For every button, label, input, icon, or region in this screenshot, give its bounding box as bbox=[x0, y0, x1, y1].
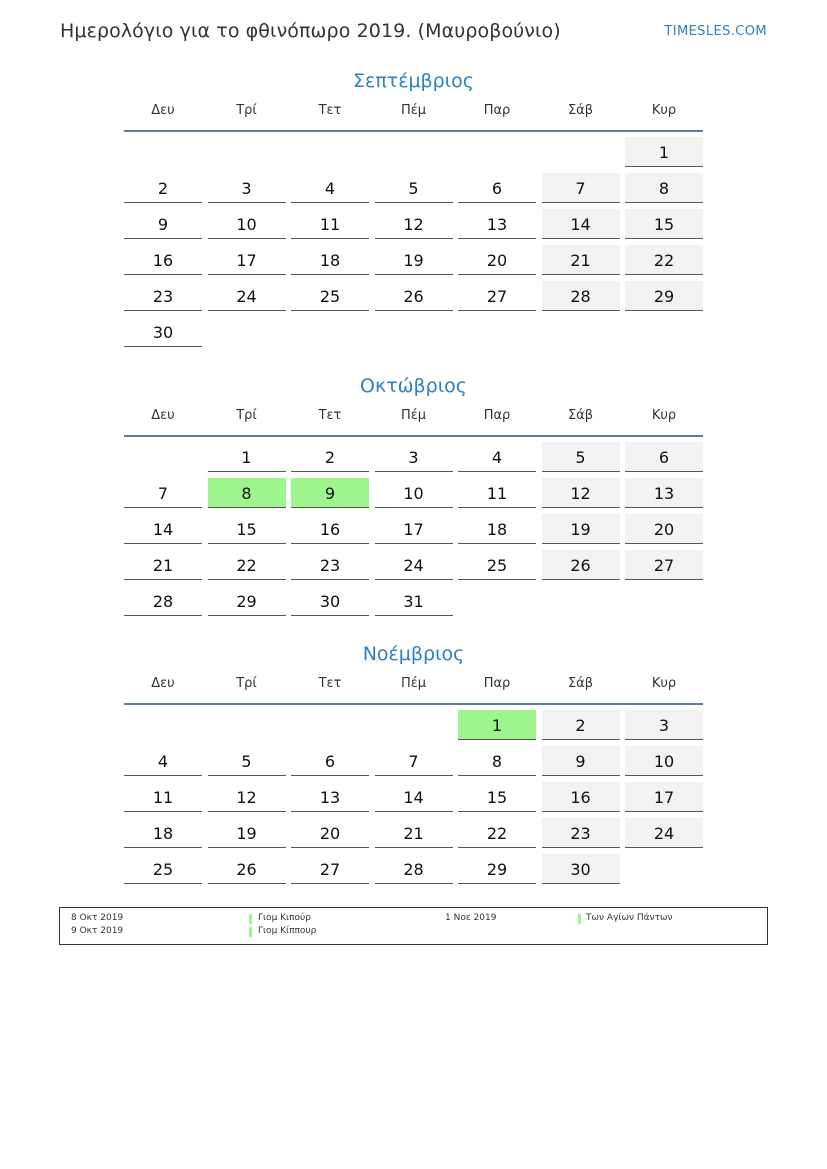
day-cell: 18 bbox=[124, 818, 202, 848]
day-cell: 29 bbox=[458, 854, 536, 884]
empty-day-cell bbox=[291, 317, 369, 347]
day-cell: 5 bbox=[375, 173, 453, 203]
weekday-label: Κυρ bbox=[651, 676, 677, 691]
weekday-label: Τρί bbox=[236, 676, 257, 691]
day-cell: 25 bbox=[291, 281, 369, 311]
day-cell: 14 bbox=[124, 514, 202, 544]
weekend-day-cell: 28 bbox=[542, 281, 620, 311]
weekend-day-cell: 10 bbox=[625, 746, 703, 776]
weekend-day-cell: 20 bbox=[625, 514, 703, 544]
weekend-day-cell: 21 bbox=[542, 245, 620, 275]
weekday-label: Κυρ bbox=[651, 408, 677, 423]
weekday-label: Δευ bbox=[151, 408, 175, 423]
day-cell: 31 bbox=[375, 586, 453, 616]
legend-date: 9 Οκτ 2019 bbox=[71, 926, 124, 936]
day-cell: 11 bbox=[291, 209, 369, 239]
day-cell: 19 bbox=[208, 818, 286, 848]
month-calendar bbox=[124, 373, 703, 622]
empty-day-cell bbox=[542, 317, 620, 347]
legend-row bbox=[60, 913, 767, 926]
day-cell: 17 bbox=[208, 245, 286, 275]
day-cell: 3 bbox=[208, 173, 286, 203]
day-cell: 15 bbox=[208, 514, 286, 544]
weekday-label: Πέμ bbox=[400, 408, 427, 423]
holiday-legend bbox=[59, 907, 768, 945]
day-cell: 17 bbox=[375, 514, 453, 544]
legend-date: 8 Οκτ 2019 bbox=[71, 913, 124, 923]
weekend-day-cell: 9 bbox=[542, 746, 620, 776]
weekend-day-cell: 26 bbox=[542, 550, 620, 580]
weekend-day-cell: 19 bbox=[542, 514, 620, 544]
day-cell: 10 bbox=[375, 478, 453, 508]
day-cell: 28 bbox=[124, 586, 202, 616]
weekday-label: Σάβ bbox=[567, 676, 594, 691]
day-cell: 18 bbox=[291, 245, 369, 275]
weekday-label: Τετ bbox=[318, 408, 342, 423]
site-logo[interactable]: TIMESLES.COM bbox=[664, 24, 767, 39]
weekend-day-cell: 27 bbox=[625, 550, 703, 580]
month-title: Οκτώβριος bbox=[360, 375, 467, 397]
day-cell: 9 bbox=[124, 209, 202, 239]
empty-day-cell bbox=[625, 854, 703, 884]
empty-day-cell bbox=[291, 710, 369, 740]
empty-day-cell bbox=[208, 710, 286, 740]
day-cell: 14 bbox=[375, 782, 453, 812]
day-cell: 23 bbox=[124, 281, 202, 311]
day-cell: 23 bbox=[291, 550, 369, 580]
day-cell: 28 bbox=[375, 854, 453, 884]
day-cell: 25 bbox=[458, 550, 536, 580]
weekend-day-cell: 22 bbox=[625, 245, 703, 275]
weekday-label: Κυρ bbox=[651, 103, 677, 118]
week-row bbox=[124, 586, 703, 622]
legend-holiday-name: Γιομ Κίππουρ bbox=[258, 926, 317, 936]
week-row bbox=[124, 137, 703, 173]
weekday-label: Τρί bbox=[236, 103, 257, 118]
empty-day-cell bbox=[542, 586, 620, 616]
holiday-day-cell: 9 bbox=[291, 478, 369, 508]
weekday-label: Τρί bbox=[236, 408, 257, 423]
day-cell: 18 bbox=[458, 514, 536, 544]
week-row bbox=[124, 818, 703, 854]
day-cell: 11 bbox=[124, 782, 202, 812]
weekend-day-cell: 12 bbox=[542, 478, 620, 508]
weekend-day-cell: 2 bbox=[542, 710, 620, 740]
day-cell: 30 bbox=[124, 317, 202, 347]
day-cell: 27 bbox=[291, 854, 369, 884]
empty-day-cell bbox=[458, 137, 536, 167]
weekday-header bbox=[124, 405, 703, 437]
legend-row bbox=[60, 926, 767, 939]
day-cell: 15 bbox=[458, 782, 536, 812]
weekend-day-cell: 3 bbox=[625, 710, 703, 740]
weekend-day-cell: 17 bbox=[625, 782, 703, 812]
weekend-day-cell: 14 bbox=[542, 209, 620, 239]
empty-day-cell bbox=[124, 442, 202, 472]
weekend-day-cell: 13 bbox=[625, 478, 703, 508]
empty-day-cell bbox=[124, 710, 202, 740]
day-cell: 16 bbox=[291, 514, 369, 544]
day-cell: 11 bbox=[458, 478, 536, 508]
week-row bbox=[124, 782, 703, 818]
day-cell: 25 bbox=[124, 854, 202, 884]
day-cell: 21 bbox=[375, 818, 453, 848]
legend-date: 1 Νοε 2019 bbox=[445, 913, 497, 923]
day-cell: 7 bbox=[375, 746, 453, 776]
empty-day-cell bbox=[625, 317, 703, 347]
day-cell: 4 bbox=[291, 173, 369, 203]
day-cell: 2 bbox=[124, 173, 202, 203]
weekend-day-cell: 8 bbox=[625, 173, 703, 203]
page-title: Ημερολόγιο για το φθινόπωρο 2019. (Μαυροβούνιο) bbox=[60, 20, 561, 42]
day-cell: 24 bbox=[375, 550, 453, 580]
weekday-label: Παρ bbox=[483, 408, 511, 423]
week-row bbox=[124, 478, 703, 514]
weekday-label: Παρ bbox=[483, 103, 511, 118]
holiday-day-cell: 8 bbox=[208, 478, 286, 508]
day-cell: 29 bbox=[208, 586, 286, 616]
day-cell: 24 bbox=[208, 281, 286, 311]
weekend-day-cell: 16 bbox=[542, 782, 620, 812]
day-cell: 26 bbox=[375, 281, 453, 311]
week-row bbox=[124, 209, 703, 245]
day-cell: 21 bbox=[124, 550, 202, 580]
week-row bbox=[124, 317, 703, 353]
day-cell: 12 bbox=[208, 782, 286, 812]
day-cell: 12 bbox=[375, 209, 453, 239]
week-rows bbox=[124, 437, 703, 622]
empty-day-cell bbox=[625, 586, 703, 616]
holiday-color-marker bbox=[249, 914, 252, 924]
empty-day-cell bbox=[375, 137, 453, 167]
day-cell: 8 bbox=[458, 746, 536, 776]
empty-day-cell bbox=[124, 137, 202, 167]
day-cell: 4 bbox=[458, 442, 536, 472]
weekday-header bbox=[124, 100, 703, 132]
day-cell: 20 bbox=[291, 818, 369, 848]
legend-holiday-name: Των Αγίων Πάντων bbox=[586, 913, 673, 923]
weekend-day-cell: 7 bbox=[542, 173, 620, 203]
week-row bbox=[124, 746, 703, 782]
weekday-label: Παρ bbox=[483, 676, 511, 691]
week-row bbox=[124, 710, 703, 746]
weekend-day-cell: 1 bbox=[625, 137, 703, 167]
month-calendar bbox=[124, 641, 703, 890]
day-cell: 6 bbox=[458, 173, 536, 203]
week-row bbox=[124, 854, 703, 890]
legend-holiday-name: Γιομ Κιπούρ bbox=[258, 913, 311, 923]
day-cell: 4 bbox=[124, 746, 202, 776]
week-row bbox=[124, 281, 703, 317]
holiday-color-marker bbox=[578, 914, 581, 924]
weekend-day-cell: 29 bbox=[625, 281, 703, 311]
day-cell: 10 bbox=[208, 209, 286, 239]
weekday-label: Δευ bbox=[151, 103, 175, 118]
weekend-day-cell: 15 bbox=[625, 209, 703, 239]
month-title: Σεπτέμβριος bbox=[353, 70, 474, 92]
week-rows bbox=[124, 705, 703, 890]
weekend-day-cell: 23 bbox=[542, 818, 620, 848]
holiday-day-cell: 1 bbox=[458, 710, 536, 740]
weekday-label: Σάβ bbox=[567, 103, 594, 118]
empty-day-cell bbox=[291, 137, 369, 167]
weekday-label: Πέμ bbox=[400, 103, 427, 118]
week-row bbox=[124, 514, 703, 550]
empty-day-cell bbox=[458, 586, 536, 616]
weekday-header bbox=[124, 673, 703, 705]
week-row bbox=[124, 442, 703, 478]
weekday-label: Τετ bbox=[318, 676, 342, 691]
day-cell: 13 bbox=[458, 209, 536, 239]
empty-day-cell bbox=[208, 137, 286, 167]
day-cell: 19 bbox=[375, 245, 453, 275]
day-cell: 26 bbox=[208, 854, 286, 884]
weekday-label: Τετ bbox=[318, 103, 342, 118]
week-rows bbox=[124, 132, 703, 353]
month-title: Νοέμβριος bbox=[362, 643, 465, 665]
weekend-day-cell: 30 bbox=[542, 854, 620, 884]
empty-day-cell bbox=[375, 710, 453, 740]
month-calendar bbox=[124, 68, 703, 353]
day-cell: 1 bbox=[208, 442, 286, 472]
weekend-day-cell: 5 bbox=[542, 442, 620, 472]
weekend-day-cell: 6 bbox=[625, 442, 703, 472]
weekday-label: Σάβ bbox=[567, 408, 594, 423]
day-cell: 16 bbox=[124, 245, 202, 275]
week-row bbox=[124, 173, 703, 209]
empty-day-cell bbox=[458, 317, 536, 347]
day-cell: 27 bbox=[458, 281, 536, 311]
empty-day-cell bbox=[375, 317, 453, 347]
day-cell: 2 bbox=[291, 442, 369, 472]
day-cell: 13 bbox=[291, 782, 369, 812]
day-cell: 20 bbox=[458, 245, 536, 275]
weekday-label: Πέμ bbox=[400, 676, 427, 691]
holiday-color-marker bbox=[249, 927, 252, 937]
week-row bbox=[124, 550, 703, 586]
day-cell: 5 bbox=[208, 746, 286, 776]
day-cell: 22 bbox=[208, 550, 286, 580]
week-row bbox=[124, 245, 703, 281]
weekday-label: Δευ bbox=[151, 676, 175, 691]
day-cell: 22 bbox=[458, 818, 536, 848]
day-cell: 7 bbox=[124, 478, 202, 508]
day-cell: 3 bbox=[375, 442, 453, 472]
day-cell: 6 bbox=[291, 746, 369, 776]
empty-day-cell bbox=[208, 317, 286, 347]
weekend-day-cell: 24 bbox=[625, 818, 703, 848]
day-cell: 30 bbox=[291, 586, 369, 616]
empty-day-cell bbox=[542, 137, 620, 167]
